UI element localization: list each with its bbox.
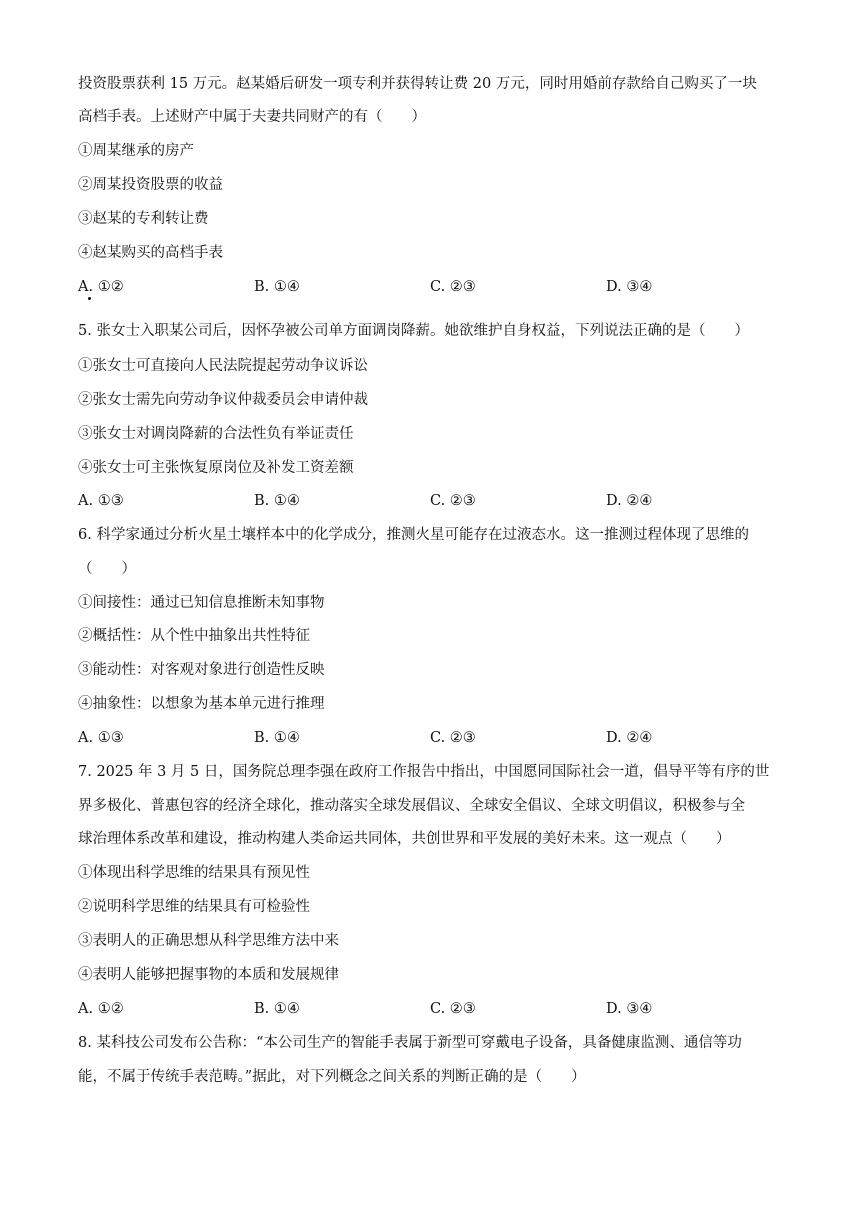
q5-option-c: C. ②③ xyxy=(430,493,476,509)
answer-mark-dot xyxy=(88,297,91,300)
q4-item-4: ④赵某购买的高档手表 xyxy=(78,245,223,261)
q6-options xyxy=(78,728,790,748)
q7-stem-line-2: 界多极化、普惠包容的经济全球化，推动落实全球发展倡议、全球安全倡议、全球文明倡议，积极参与全 xyxy=(78,798,745,814)
q4-option-d: D. ③④ xyxy=(606,279,653,295)
q7-option-a: A. ①② xyxy=(78,1001,124,1017)
q4-options xyxy=(78,277,790,297)
q7-stem-line-1: 7. 2025 年 3 月 5 日，国务院总理李强在政府工作报告中指出，中国愿同国际社会一道，倡导平等有序的世 xyxy=(78,764,770,780)
q5-item-3: ③张女士对调岗降薪的合法性负有举证责任 xyxy=(78,426,354,442)
q6-option-c: C. ②③ xyxy=(430,730,476,746)
q7-item-1: ①体现出科学思维的结果具有预见性 xyxy=(78,865,310,881)
q4-item-1: ①周某继承的房产 xyxy=(78,143,194,159)
q6-option-a: A. ①③ xyxy=(78,730,124,746)
q5-stem-line-1: 5. 张女士入职某公司后，因怀孕被公司单方面调岗降薪。她欲维护自身权益，下列说法正确的是（ ） xyxy=(78,323,749,339)
q6-stem-line-2: （ ） xyxy=(78,561,136,577)
q5-item-2: ②张女士需先向劳动争议仲裁委员会申请仲裁 xyxy=(78,392,368,408)
q7-option-b: B. ①④ xyxy=(254,1001,300,1017)
q4-option-c: C. ②③ xyxy=(430,279,476,295)
q7-option-c: C. ②③ xyxy=(430,1001,476,1017)
q4-option-b: B. ①④ xyxy=(254,279,300,295)
q6-stem-line-1: 6. 科学家通过分析火星土壤样本中的化学成分，推测火星可能存在过液态水。这一推测过程体现了思维的 xyxy=(78,527,749,543)
q5-option-a: A. ①③ xyxy=(78,493,124,509)
q7-option-d: D. ③④ xyxy=(606,1001,653,1017)
q6-item-4: ④抽象性：以想象为基本单元进行推理 xyxy=(78,696,325,712)
q6-item-1: ①间接性：通过已知信息推断未知事物 xyxy=(78,595,325,611)
q8-stem-line-2: 能，不属于传统手表范畴。”据此，对下列概念之间关系的判断正确的是（ ） xyxy=(78,1069,586,1085)
q7-item-4: ④表明人能够把握事物的本质和发展规律 xyxy=(78,967,339,983)
q6-option-b: B. ①④ xyxy=(254,730,300,746)
q4-stem-line-2: 高档手表。上述财产中属于夫妻共同财产的有（ ） xyxy=(78,109,426,125)
q4-option-a: A. ①② xyxy=(78,279,124,295)
q4-stem-line-1: 投资股票获利 15 万元。赵某婚后研发一项专利并获得转让费 20 万元，同时用婚前存款给自己购买了一块 xyxy=(78,76,757,92)
q6-item-2: ②概括性：从个性中抽象出共性特征 xyxy=(78,628,310,644)
q5-option-d: D. ②④ xyxy=(606,493,653,509)
q8-stem-line-1: 8. 某科技公司发布公告称：“本公司生产的智能手表属于新型可穿戴电子设备，具备健康监测、通信等功 xyxy=(78,1035,742,1051)
q7-item-2: ②说明科学思维的结果具有可检验性 xyxy=(78,899,310,915)
q5-item-1: ①张女士可直接向人民法院提起劳动争议诉讼 xyxy=(78,358,368,374)
q4-item-3: ③赵某的专利转让费 xyxy=(78,211,209,227)
q4-item-2: ②周某投资股票的收益 xyxy=(78,177,223,193)
q5-options xyxy=(78,491,790,511)
q6-option-d: D. ②④ xyxy=(606,730,653,746)
q7-item-3: ③表明人的正确思想从科学思维方法中来 xyxy=(78,933,339,949)
q7-stem-line-3: 球治理体系改革和建设，推动构建人类命运共同体，共创世界和平发展的美好未来。这一观点（ ） xyxy=(78,831,731,847)
q5-option-b: B. ①④ xyxy=(254,493,300,509)
q7-options xyxy=(78,999,790,1019)
q5-item-4: ④张女士可主张恢复原岗位及补发工资差额 xyxy=(78,460,354,476)
q6-item-3: ③能动性：对客观对象进行创造性反映 xyxy=(78,662,325,678)
